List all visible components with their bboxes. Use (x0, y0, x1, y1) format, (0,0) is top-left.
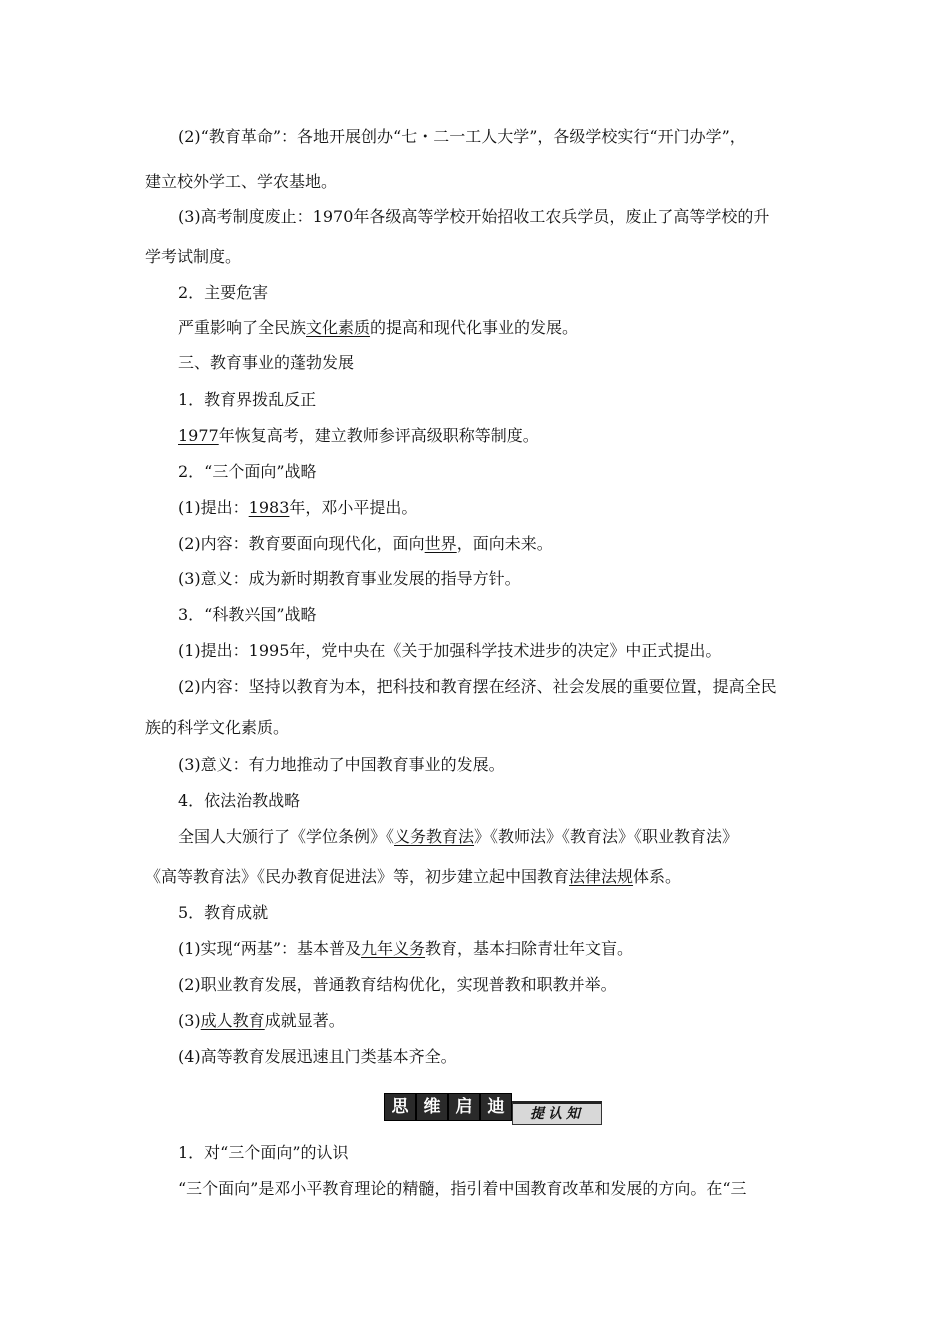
section-heading: 4．依法治教战略 (178, 791, 301, 810)
text-line (178, 938, 633, 960)
text-run: (1)实现“两基”：基本普及 (178, 939, 362, 958)
text-run: 教育，基本扫除青壮年文盲。 (425, 939, 634, 958)
text-run: 》《教师法》《教育法》《职业教育法》 (474, 827, 739, 846)
banner-tail: 提认知 (512, 1101, 602, 1125)
underlined-answer: 成人教育 (200, 1011, 265, 1030)
text-line: 族的科学文化素质。 (145, 718, 290, 737)
text-run: (2)内容：教育要面向现代化，面向 (178, 534, 425, 553)
text-line: “三个面向”是邓小平教育理论的精髓，指引着中国教育改革和发展的方向。在“三 (178, 1179, 747, 1198)
text-run: 的提高和现代化事业的发展。 (370, 318, 579, 337)
text-line (178, 317, 578, 339)
text-line: (2)职业教育发展，普通教育结构优化，实现普教和职教并举。 (178, 975, 617, 994)
text-line (145, 866, 681, 888)
section-heading: 2．主要危害 (178, 283, 269, 302)
text-run: 成就显著。 (264, 1011, 345, 1030)
text-run: 严重影响了全民族 (178, 318, 307, 337)
underlined-answer: 法律法规 (569, 867, 634, 886)
underlined-answer: 世界 (424, 534, 457, 553)
section-heading: 1．对“三个面向”的认识 (178, 1143, 349, 1162)
text-line: (2)“教育革命”：各地开展创办“七・二一工人大学”，各级学校实行“开门办学”， (178, 127, 746, 146)
text-run: 体系。 (633, 867, 682, 886)
text-line (178, 533, 553, 555)
text-run: 年，邓小平提出。 (289, 498, 418, 517)
text-run: (1)提出： (178, 498, 249, 517)
text-line (178, 1010, 345, 1032)
underlined-answer: 文化素质 (306, 318, 371, 337)
banner-char: 启 (448, 1093, 480, 1121)
text-line: (4)高等教育发展迅速且门类基本齐全。 (178, 1047, 457, 1066)
text-line: (1)提出：1995年，党中央在《关于加强科学技术进步的决定》中正式提出。 (178, 641, 722, 660)
section-heading: 1．教育界拨乱反正 (178, 390, 317, 409)
section-heading: 2．“三个面向”战略 (178, 462, 317, 481)
text-line: 建立校外学工、学农基地。 (145, 172, 338, 191)
banner-char: 迪 (480, 1093, 512, 1121)
section-heading: 三、教育事业的蓬勃发展 (178, 353, 355, 372)
underlined-answer: 1977 (178, 426, 219, 445)
text-line: (3)意义：成为新时期教育事业发展的指导方针。 (178, 569, 521, 588)
text-run: 《高等教育法》《民办教育促进法》等，初步建立起中国教育 (145, 867, 570, 886)
banner-char: 思 (384, 1093, 416, 1121)
section-banner (384, 1093, 602, 1123)
text-line: (2)内容：坚持以教育为本，把科技和教育摆在经济、社会发展的重要位置，提高全民 (178, 677, 777, 696)
underlined-answer: 义务教育法 (394, 827, 475, 846)
underlined-answer: 1983 (248, 498, 290, 517)
underlined-answer: 九年义务 (361, 939, 426, 958)
text-run: (3) (178, 1011, 201, 1030)
banner-char: 维 (416, 1093, 448, 1121)
text-line: 学考试制度。 (145, 247, 242, 266)
text-run: 全国人大颁行了《学位条例》《 (178, 827, 395, 846)
text-line (178, 425, 539, 447)
text-line: (3)意义：有力地推动了中国教育事业的发展。 (178, 755, 505, 774)
section-heading: 3．“科教兴国”战略 (178, 605, 317, 624)
text-line: (3)高考制度废止：1970年各级高等学校开始招收工农兵学员，废止了高等学校的升 (178, 207, 770, 226)
text-run: ，面向未来。 (456, 534, 553, 553)
text-line (178, 497, 417, 519)
text-run: 年恢复高考，建立教师参评高级职称等制度。 (218, 426, 539, 445)
text-line (178, 826, 738, 848)
section-heading: 5．教育成就 (178, 903, 269, 922)
